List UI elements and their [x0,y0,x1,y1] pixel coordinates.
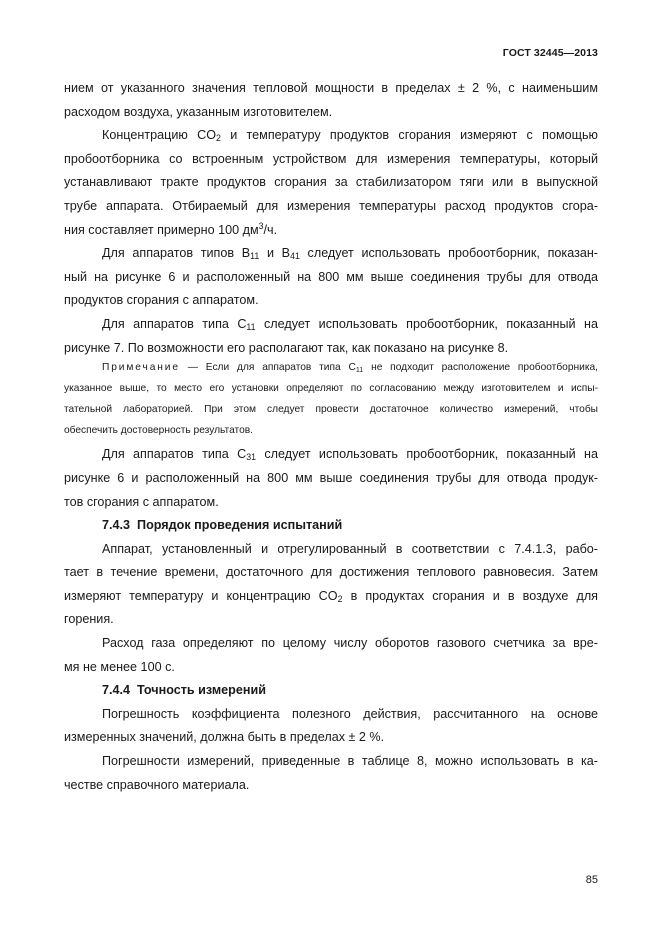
paragraph-4 [64,313,598,360]
paragraph-9 [64,750,598,797]
section-heading-7-4-4: 7.4.4 Точность измерений [102,683,266,698]
text-line: тов сгорания с аппаратом. [64,494,219,509]
paragraph-6 [64,538,598,632]
note-line: Примечание — Если для аппаратов типа $C_{11}$ не подходит расположение пробоотборника, [102,362,599,375]
paragraph-2 [64,124,598,242]
note-line: тательной лабораторией. При этом следует провести достаточное количество измерений, чтобы [64,403,598,415]
text-line: трубе аппарата. Отбираемый для измерения температуры расход продуктов сгора- [64,198,598,213]
text-line: ный на рисунке 6 и расположенный на 800 мм выше соединения трубы для отвода [64,269,598,284]
paragraph-1 [64,77,598,124]
text-line: пробоотборника со встроенным устройством для измерения температуры, который [64,151,598,166]
page-number: 85 [585,874,598,886]
text-line: Для аппаратов типов $B_{11}$ и $B_{41}$ следует использовать пробоотборник, показан- [102,246,598,262]
text-line: мя не менее 100 с. [64,659,175,674]
note-label: Примечание [102,362,180,374]
text-line: горения. [64,612,114,627]
paragraph-8 [64,703,598,750]
text-line: Расход газа определяют по целому числу оборотов газового счетчика за вре- [102,636,598,651]
note-line: обеспечить достоверность результатов. [64,424,253,436]
paragraph-3 [64,242,598,313]
text-line: Для аппаратов типа $C_{31}$ следует использовать пробоотборник, показанный на [102,447,598,463]
text-line: тает в течение времени, достаточного для достижения теплового равновесия. Затем [64,565,598,580]
text-line: ния составляет примерно 100 $дм^3/ч$. [64,220,278,237]
page-body [64,77,598,797]
text-line: Концентрацию $CO_2$ и температуру продуктов сгорания измеряют с помощью [102,128,598,144]
paragraph-5 [64,443,598,514]
text-line: Аппарат, установленный и отрегулированный в соответствии с 7.4.1.3, рабо- [102,541,598,556]
paragraph-7 [64,632,598,679]
section-heading-7-4-3: 7.4.3 Порядок проведения испытаний [102,518,343,533]
text-line: Погрешности измерений, приведенные в таблице 8, можно использовать в ка- [102,754,598,769]
text-line: измеряют температуру и концентрацию $CO_2$ в продуктах сгорания и в воздухе для [64,588,598,604]
note-block [64,358,598,441]
text-line: устанавливают тракте продуктов сгорания за стабилизатором тяги или в выпускной [64,175,598,190]
text-line: Погрешность коэффициента полезного действия, рассчитанного на основе [102,706,598,721]
text-line: честве справочного материала. [64,777,250,792]
text-line: нием от указанного значения тепловой мощности в пределах ± 2 %, с наименьшим [64,81,598,95]
note-line: указанное выше, то место его установки определяют по согласованию между изготовителем и испы- [64,382,598,394]
document-code: ГОСТ 32445—2013 [502,47,598,59]
text-line: продуктов сгорания с аппаратом. [64,293,259,308]
text-line: рисунке 6 и расположенный на 800 мм выше соединения трубы для отвода продук- [64,470,598,485]
text-line: измеренных значений, должна быть в пределах ± 2 %. [64,730,385,745]
text-line: расходом воздуха, указанным изготовителем. [64,104,333,119]
text-line: Для аппаратов типа $C_{11}$ следует использовать пробоотборник, показанный на [102,316,598,332]
text-line: рисунке 7. По возможности его располагают так, как показано на рисунке 8. [64,340,509,355]
